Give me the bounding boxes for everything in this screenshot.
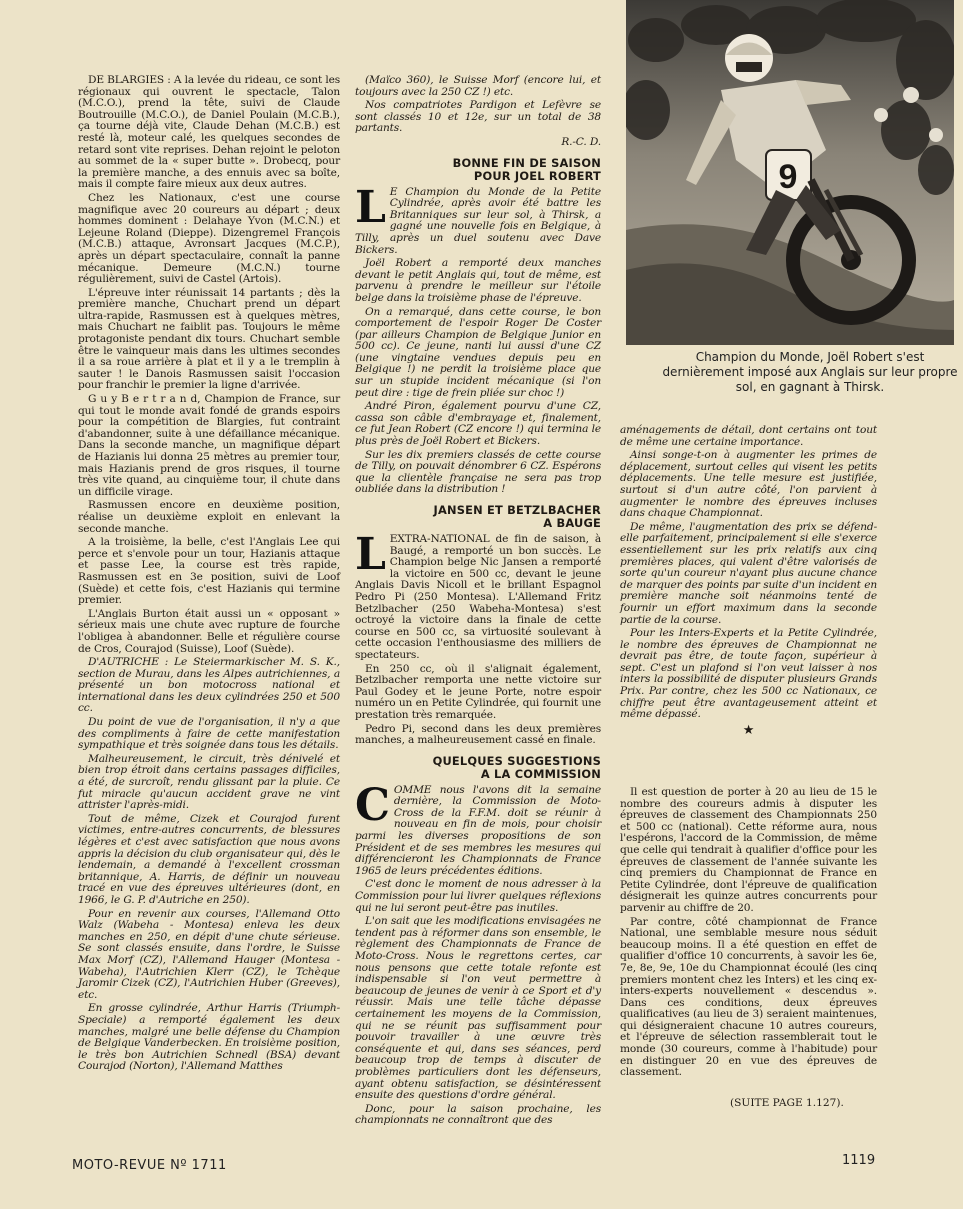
paragraph: OMME nous l'avons dit la semaine dernière, la Commission de Moto-Cross de la F.F.M. doit se réunir à nouveau en fin de mois, pour choisir parmi les diverses propositions de son Président et de ses membres les mesures qui différencieront les Championnats de France 1965 de leurs précédentes éditions. <box>355 783 601 877</box>
magazine-footer: MOTO-REVUE Nº 1711 <box>72 1158 227 1173</box>
paragraph: Donc, pour la saison prochaine, les championnats ne connaîtront que des <box>355 1102 601 1127</box>
paragraph: Du point de vue de l'organisation, il n'y a que des compliments à faire de cette manifestation sympathique et très soignée dans tous les détails. <box>78 716 340 752</box>
paragraph: Joël Robert a remporté deux manches devant le petit Anglais qui, tout de même, est parvenu à prendre le meilleur sur l'étoile belge dans la troisième phase de l'épreuve. <box>355 257 601 304</box>
paragraph: Rasmussen encore en deuxième position, réalise un deuxième exploit en enlevant la seconde manche. <box>78 499 340 535</box>
headline-line: POUR JOEL ROBERT <box>473 168 601 183</box>
paragraph: E Champion du Monde de la Petite Cylindrée, après avoir été battre les Britanniques sur leur sol, à Thirsk, a gagné une nouvelle fois en Belgique, à Tilly, après un duel soutenu avec Dave Bickers. <box>355 185 601 256</box>
rider-illustration <box>626 0 954 345</box>
paragraph: Il est question de porter à 20 au lieu de 15 le nombre des coureurs admis à disputer les épreuves de classement des Championnats 250 et 500 cc (national). Cette réforme aura, nous l'espérons, l'accord de la Commission, de même que celle qui tendrait à qualifier d'office pour les épreuves de classement de l'année suivante les cinq premiers du Championnat de France en Petite Cylindrée, dont l'épreuve de qualification désignerait les quinze autres concurrents pour parvenir au chiffre de 20. <box>620 786 877 914</box>
drop-cap: L <box>355 529 386 580</box>
paragraph: C'est donc le moment de nous adresser à la Commission pour lui livrer quelques réflexions qui ne lui seront peut-être pas inutiles. <box>355 878 601 914</box>
paragraph: A la troisième, la belle, c'est l'Anglais Lee qui perce et s'envole pour un tour, Hazianis attaque et passe Lee, la course est très rapide, Rasmussen est en 3e position, suivi de Loof (Suède) et cette fois, c'est Hazianis qui termine premier. <box>78 536 340 607</box>
column-1 <box>78 75 340 1075</box>
paragraph: Chez les Nationaux, c'est une course magnifique avec 20 coureurs au départ ; deux hommes dominent : Delahaye Yvon (M.C.N.) et Lejeune Roland (Dieppe). Dizengremel François (M.C.B.) attaque, Avronsart Jacques (M.C.P.), après un départ spectaculaire, connaît la panne mécanique. Demeure (M.C.N.) tourne régulièrement, suivi de Castel (Artois). <box>78 191 340 286</box>
star-separator: ★ <box>742 722 755 738</box>
paragraph: aménagements de détail, dont certains ont tout de même une certaine importance. <box>620 424 877 448</box>
continued-notice: (SUITE PAGE 1.127). <box>730 1097 844 1109</box>
headline-robert <box>355 157 601 183</box>
paragraph: EXTRA-NATIONAL de fin de saison, à Baugé, a remporté un bon succès. Le Champion belge Nic Jansen a remporté la victoire en 500 cc, devant le jeune Anglais Davis Nicoll et le brillant Espagnol Pedro Pi (250 Montesa). L'Allemand Fritz Betzlbacher (250 Wabeha-Montesa) s'est octroyé la victoire dans la finale de cette course en 500 cc, sa virtuosité soulevant à cette occasion l'enthousiasme des milliers de spectateurs. <box>355 533 601 661</box>
paragraph: On a remarqué, dans cette course, le bon comportement de l'espoir Roger De Coster (par ailleurs Champion de Belgique Junior en 500 cc). Ce jeune, nanti lui aussi d'une CZ (une vingtaine vendues depuis peu en Belgique !) ne perdit la troisième place que sur un stupide incident mécanique (si l'on peut dire : tige de frein pliée sur choc !) <box>355 305 601 399</box>
paragraph: Pour les Inters-Experts et la Petite Cylindrée, le nombre des épreuves de Championnat ne devrait pas être, de toute façon, supérieur à sept. C'est un plafond si l'on veut laisser à nos inters la possibilité de disputer plusieurs Grands Prix. Par contre, chez les 500 cc Nationaux, ce chiffre peut être avantageusement atteint et même dépassé. <box>620 627 877 721</box>
paragraph: L'Anglais Burton était aussi un « opposant » sérieux mais une chute avec rupture de fourche l'obligea à abandonner. Belle et régulière course de Cros, Courajod (Suisse), Loof (Suède). <box>78 607 340 655</box>
headline-line: QUELQUES SUGGESTIONS <box>432 753 601 768</box>
headline-jansen <box>355 504 601 530</box>
headline-commission <box>355 755 601 781</box>
author-signature: R.-C. D. <box>561 135 601 148</box>
paragraph: André Piron, également pourvu d'une CZ, cassa son câble d'embrayage et, finalement, ce fut Jean Robert (CZ encore !) qui termina le plus près de Joël Robert et Bickers. <box>355 400 601 448</box>
paragraph: L'on sait que les modifications envisagées ne tendent pas à réformer dans son ensemble, le règlement des Championnats de France de Moto-Cross. Nous le regrettons certes, car nous pensons que cette totale refonte est indispensable si l'on veut permettre à beaucoup de jeunes de venir à ce Sport et d'y réussir. Mais une telle tâche dépasse certainement les moyens de la Commission, qui ne se réunit pas suffisamment pour pouvoir travailler à une œuvre très conséquente et qui, dans ses séances, perd beaucoup trop de temps à discuter de problèmes particuliers dont les défenseurs, ayant obtenu satisfaction, se désintéressent ensuite des questions d'ordre général. <box>355 915 601 1102</box>
paragraph: DE BLARGIES : A la levée du rideau, ce sont les régionaux qui ouvrent le spectacle, Talon (M.C.O.), prend la tête, suivi de Claude Boutrouille (M.C.O.), de Daniel Poulain (M.C.B.), ça tourne déjà vite, Claude Dehan (M.C.B.) est resté là, moteur calé, les quelques secondes de retard sont vite reprises. Dehan rejoint le peloton au sommet de la « super butte ». Drobecq, pour la première manche, a des ennuis avec sa boîte, mais il compte faire mieux aux deux autres. <box>78 74 340 191</box>
paragraph: (Maïco 360), le Suisse Morf (encore lui, et toujours avec la 250 CZ !) etc. <box>355 74 601 98</box>
headline-line: JANSEN ET BETZLBACHER <box>433 503 601 517</box>
paragraph: D'AUTRICHE : Le Steiermarkischer M. S. K., section de Murau, dans les Alpes autrichiennes, a présenté un bon motocross national et international dans les deux cylindrées 250 et 500 cc. <box>78 656 340 715</box>
paragraph: Pedro Pi, second dans les deux premières manches, a malheureusement cassé en finale. <box>355 722 601 747</box>
headline-line: BONNE FIN DE SAISON <box>452 155 601 170</box>
headline-line: A BAUGE <box>543 516 601 530</box>
column-3 <box>620 425 877 750</box>
paragraph: Sur les dix premiers classés de cette course de Tilly, on pouvait dénombrer 6 CZ. Espérons que la clientèle française ne sera pas trop oubliée dans la distribution ! <box>355 448 601 496</box>
paragraph: Ainsi songe-t-on à augmenter les primes de déplacement, surtout celles qui visent les petits déplacements. Une telle mesure est justifiée, surtout si d'un autre côté, l'on parvient à augmenter le nombre des épreuves incluses dans chaque Championnat. <box>620 449 877 520</box>
paragraph: Tout de même, Cizek et Courajod furent victimes, entre-autres concurrents, de blessures légères et c'est avec satisfaction que nous avons appris la décision du club organisateur qui, dès le lendemain, a demandé à l'excellent crossman britannique, A. Harris, de définir un nouveau tracé en vue des épreuves ultérieures (dont, en 1966, le G. P. d'Autriche en 250). <box>78 812 340 906</box>
drop-cap: C <box>355 779 390 831</box>
paragraph: En grosse cylindrée, Arthur Harris (Triumph-Speciale) a remporté également les deux manches, malgré une belle défense du Champion de Belgique Vanderbecken. En troisième position, le très bon Autrichien Schnedl (BSA) devant Courajod (Norton), l'Allemand Matthes <box>78 1002 340 1073</box>
paragraph: Par contre, côté championnat de France National, une semblable mesure nous séduit beaucoup moins. Il a été question en effet de qualifier d'office 10 concurrents, à savoir les 6e, 7e, 8e, 9e, 10e du Championnat écoulé (les cinq premiers montent chez les Inters) et les cinq ex-inters-experts nouvellement « descendus ». Dans ces conditions, deux épreuves qualificatives (au lieu de 3) seraient maintenues, qui désigneraient chacune 10 autres coureurs, et l'épreuve de sélection rassemblerait tout le monde (30 coureurs, comme à l'habitude) pour en distinguer 20 en vue des épreuves de classement. <box>620 915 877 1079</box>
paragraph: Pour en revenir aux courses, l'Allemand Otto Walz (Wabeha - Montesa) enleva les deux manches en 250, en dépit d'une chute sérieuse. Se sont classés ensuite, dans l'ordre, le Suisse Max Morf (CZ), l'Allemand Hauger (Montesa - Wabeha), l'Autrichien Klerr (CZ), le Tchèque Jaromir Cizek (CZ), l'Autrichien Huber (Greeves), etc. <box>78 907 340 1001</box>
drop-cap: L <box>355 181 386 233</box>
column-4 <box>620 787 877 1081</box>
paragraph: Nos compatriotes Pardigon et Lefèvre se sont classés 10 et 12e, sur un total de 38 partants. <box>355 99 601 135</box>
photo-caption: Champion du Monde, Joël Robert s'est dernièrement imposé aux Anglais sur leur propre sol, en gagnant à Thirsk. <box>662 350 958 394</box>
photo-plate-number: 9 <box>778 158 798 196</box>
paragraph: De même, l'augmentation des prix se défend-elle parfaitement, principalement si elle s'exerce essentiellement sur les prix relatifs aux cinq premières places, qui valent d'être valorisés de sorte qu'un coureur n'ayant plus aucune chance de marquer des points par suite d'un incident en première manche soit néanmoins tenté de fournir un effort maximum dans la seconde partie de la course. <box>620 520 877 626</box>
paragraph: G u y B e r t r a n d, Champion de France, sur qui tout le monde avait fondé de grands espoirs pour la compétition de Blargies, fut contraint d'abandonner, suite à une défaillance mécanique. Dans la seconde manche, un magnifique départ de Hazianis lui donna 25 mètres au premier tour, mais Hazianis prend de gros risques, il tourne très vite quand, au cinquième tour, il chute dans un difficile virage. <box>78 393 340 498</box>
motocross-photo <box>626 0 954 345</box>
page-number: 1119 <box>842 1153 876 1168</box>
headline-line: A LA COMMISSION <box>480 766 601 781</box>
paragraph: L'épreuve inter réunissait 14 partants ; dès la première manche, Chuchart prend un départ ultra-rapide, Rasmussen est à quelques mètres, mais Chuchart ne faiblit pas. Toujours le même protagoniste pendant dix tours. Chuchart semble être le vainqueur mais dans les ultimes secondes il a sa roue arrière à plat et il y a le tremplin à sauter ! le Danois Rasmussen saisit l'occasion pour franchir le premier la ligne d'arrivée. <box>78 286 340 392</box>
paragraph: En 250 cc, où il s'alignait également, Betzlbacher remporta une nette victoire sur Paul Godey et le jeune Porte, notre espoir numéro un en Petite Cylindrée, qui fournit une prestation très remarquée. <box>355 662 601 721</box>
column-2 <box>355 75 601 1129</box>
paragraph: Malheureusement, le circuit, très dénivelé et bien trop étroit dans certains passages difficiles, a été, de surcroît, rendu glissant par la pluie. Ce fut miracle qu'aucun accident grave ne vint attrister l'après-midi. <box>78 752 340 812</box>
